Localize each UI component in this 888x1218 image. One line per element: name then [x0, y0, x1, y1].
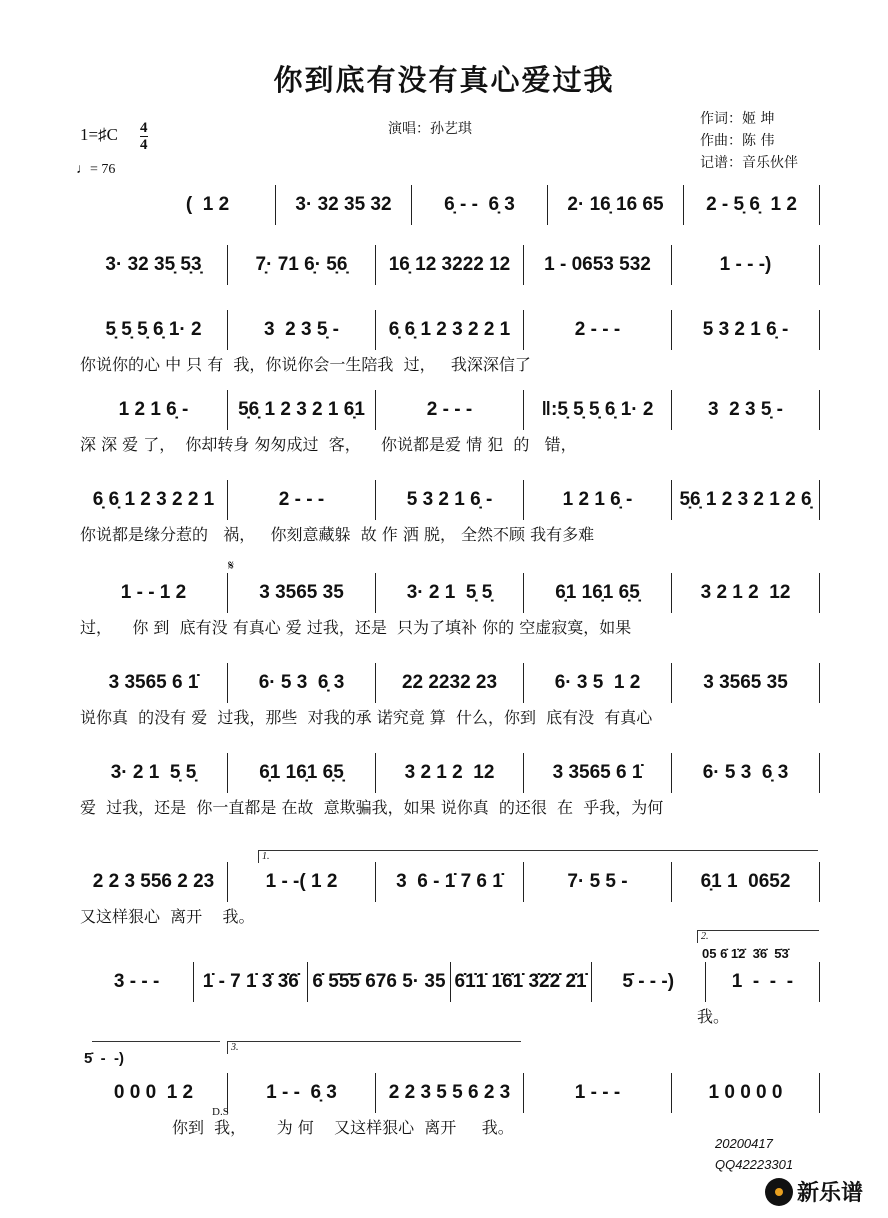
song-title: 你到底有没有真心爱过我: [273, 63, 615, 97]
measure: 6̣1 16̣1 6̣5̣: [524, 573, 672, 613]
notation-row-11: [80, 1073, 820, 1113]
logo-text: 新乐谱: [797, 1181, 864, 1206]
measure: 1 - - -): [672, 245, 820, 285]
site-logo: [765, 1176, 863, 1207]
time-signature-top: 4: [140, 120, 148, 136]
qq-number: QQ42223301: [715, 1157, 794, 1172]
measure: 1 - - 1 2: [80, 573, 228, 613]
measure: 3 2 3 5̣ -: [672, 390, 820, 430]
measure: 3 3565 35: [672, 663, 820, 703]
lyrics-line: 你说都是缘分惹的 祸， 你刻意藏躲 故 作 洒 脱， 全然不顾 我有多难: [80, 525, 595, 544]
measure: 1 - - -: [706, 962, 820, 1002]
measure: 5̇ - - -): [592, 962, 706, 1002]
measure: 3 2 1 2 12: [376, 753, 524, 793]
lyrics-line: 你到 我， 为 何 又这样狠心 离开 我。: [172, 1118, 514, 1137]
measure: 7̣· 71 6̣· 5̣6̣: [228, 245, 376, 285]
measure: 1 0 0 0 0: [672, 1073, 820, 1113]
volta2-upper-notes: 05 6̇ 1̇2̇ 3̇6̇ 5̇3̇: [702, 946, 789, 961]
measure: 16̣ 12 3222 12: [376, 245, 524, 285]
measure: 22 2232 23: [376, 663, 524, 703]
measure: 6· 3 5 1 2: [524, 663, 672, 703]
time-signature: [140, 120, 148, 153]
lyrics-line: 我。: [697, 1007, 730, 1026]
measure: 1 2 1 6̣ -: [524, 480, 672, 520]
measure: 5̣6̣ 1 2 3 2 1 2 6̣: [672, 480, 820, 520]
measure: 3· 32 35 32: [276, 185, 412, 225]
volta-3: 3.: [227, 1041, 521, 1054]
measure: 1 2 1 6̣ -: [80, 390, 228, 430]
measure: 6̣ - - 6̣ 3: [412, 185, 548, 225]
volta-line: [92, 1041, 220, 1042]
notation-row-10: [80, 962, 820, 1002]
notation-row-1: [140, 185, 820, 225]
measure: 2 - 5̣ 6̣ 1 2: [684, 185, 820, 225]
transcriber-credit: 记谱：音乐伙伴: [700, 155, 798, 171]
measure: 5̣ 5̣ 5̣ 6̣ 1· 2: [80, 310, 228, 350]
measure: 5 3 2 1 6̣ -: [376, 480, 524, 520]
measure: 3 3565 35: [228, 573, 376, 613]
lyrics-line: 你说你的心 中 只 有 我，你说你会一生陪我 过， 我深深信了: [80, 355, 531, 374]
vinyl-disc-icon: [765, 1178, 793, 1206]
measure: 1̇ - 7 1̇ 3̇ 3̇6̇: [194, 962, 308, 1002]
measure: 6̣1 16̣1 6̣5̣: [228, 753, 376, 793]
segno-icon: 𝄋: [228, 558, 235, 574]
singer-credit: 演唱：孙艺琪: [388, 121, 472, 137]
measure: 5̣6̣ 1 2 3 2 1 6̣1: [228, 390, 376, 430]
measure: 6· 5 3 6̣ 3: [672, 753, 820, 793]
measure: 3· 2 1 5̣ 5̣: [376, 573, 524, 613]
measure: 1 - -( 1 2: [228, 862, 376, 902]
ds-marking: D.S: [212, 1106, 229, 1118]
measure: 2 - - -: [524, 310, 672, 350]
notation-row-5: [80, 480, 820, 520]
lyrics-line: 深 深 爱 了， 你却转身 匆匆成过 客， 你说都是爱 情 犯 的 错，: [80, 435, 577, 454]
measure: 6̣ 6̣ 1 2 3 2 2 1: [80, 480, 228, 520]
measure: 6̣1 1 0652: [672, 862, 820, 902]
notation-row-6: [80, 573, 820, 613]
measure: 1 - - 6̣ 3: [228, 1073, 376, 1113]
measure: ‖:5̣ 5̣ 5̣ 6̣ 1· 2: [524, 390, 672, 430]
notation-row-9: [80, 862, 820, 902]
measure: 2· 16̣ 16 65: [548, 185, 684, 225]
composer-credit: 作曲：陈 伟: [700, 133, 775, 149]
tempo-marking: ♩= 76: [76, 162, 116, 177]
notation-row-3: [80, 310, 820, 350]
measure: 3 6 - 1̇ 7 6 1̇: [376, 862, 524, 902]
measure: 1 - 0653 532: [524, 245, 672, 285]
measure: 6̇1̇1̇ 1̇6̇1̇ 3̇2̇2̇ 2̇1̇: [451, 962, 592, 1002]
measure: 3 3565 6 1̇: [80, 663, 228, 703]
measure: 6· 5 3 6̣ 3: [228, 663, 376, 703]
measure: 2 2 3 5 5 6 2 3: [376, 1073, 524, 1113]
date-stamp: 20200417: [715, 1136, 773, 1151]
measure: 6̇ 5̇5̇5̇ 676 5· 35: [308, 962, 450, 1002]
measure: ( 1 2: [140, 185, 276, 225]
measure: 5 3 2 1 6̣ -: [672, 310, 820, 350]
measure: 0 0 0 1 2: [80, 1073, 228, 1113]
measure: 6̣ 6̣ 1 2 3 2 2 1: [376, 310, 524, 350]
notation-row-7: [80, 663, 820, 703]
measure: 2 - - -: [376, 390, 524, 430]
measure: 3· 2 1 5̣ 5̣: [80, 753, 228, 793]
notation-row-4: [80, 390, 820, 430]
lyrics-line: 又这样狠心 离开 我。: [80, 907, 255, 926]
measure: 7· 5 5 -: [524, 862, 672, 902]
volta-2: 2.: [697, 930, 819, 943]
measure: 2 2 3 556 2 23: [80, 862, 228, 902]
measure: 3· 32 35̣ 5̣3̣: [80, 245, 228, 285]
key-signature: 1=♯C: [80, 125, 118, 144]
measure: 3 2 1 2 12: [672, 573, 820, 613]
notation-row-2: [80, 245, 820, 285]
lyricist-credit: 作词：姬 坤: [700, 111, 775, 127]
measure: 3 3565 6 1̇: [524, 753, 672, 793]
measure: 3 2 3 5̣ -: [228, 310, 376, 350]
measure: 3 - - -: [80, 962, 194, 1002]
volta-1: 1.: [258, 850, 818, 863]
lyrics-line: 说你真 的没有 爱 过我，那些 对我的承 诺究竟 算 什么，你到 底有没 有真心: [80, 708, 653, 727]
lyrics-line: 爱 过我，还是 你一直都是 在故 意欺骗我，如果 说你真 的还很 在 乎我，为何: [80, 798, 664, 817]
row11-upper-notes: 5̇ - -): [84, 1050, 124, 1067]
measure: 2 - - -: [228, 480, 376, 520]
time-signature-bottom: 4: [140, 137, 148, 153]
measure: 1 - - -: [524, 1073, 672, 1113]
lyrics-line: 过， 你 到 底有没 有真心 爱 过我，还是 只为了填补 你的 空虚寂寞，如果: [80, 618, 632, 637]
notation-row-8: [80, 753, 820, 793]
